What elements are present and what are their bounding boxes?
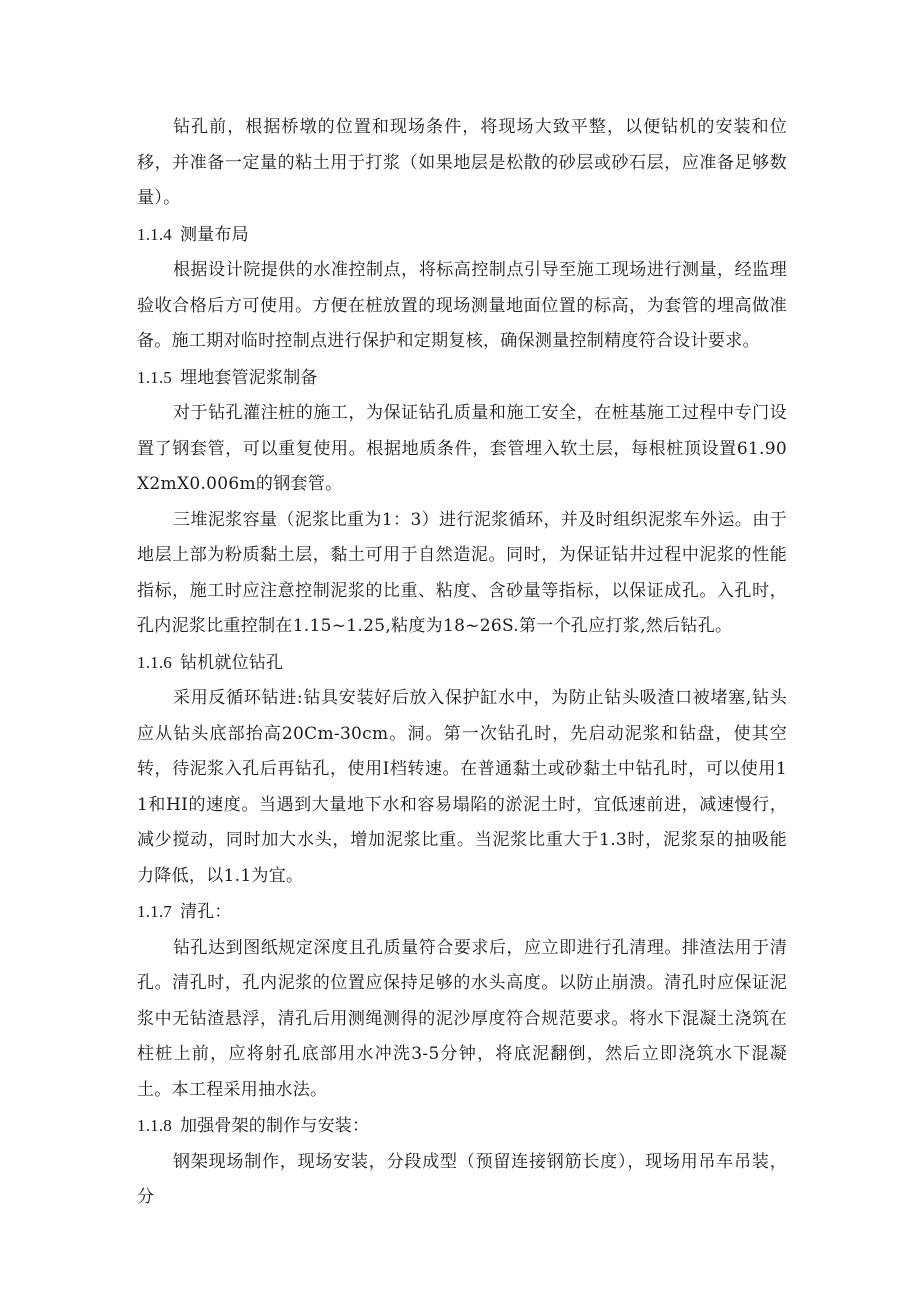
- section-number: 1.1.4: [137, 224, 172, 244]
- section-title: 埋地套管泥浆制备: [180, 367, 318, 388]
- document-page: [137, 110, 787, 1216]
- section-title: 加强骨架的制作与安装：: [180, 1116, 370, 1136]
- paragraph: 钢架现场制作，现场安装，分段成型（预留连接钢筋长度），现场用吊车吊装，分: [137, 1151, 787, 1207]
- paragraph: 三堆泥浆容量（泥浆比重为1：3）进行泥浆循环，并及时组织泥浆车外运。由于地层上部为粉质黏土层，黏土可用于自然造泥。同时，为保证钻井过程中泥浆的性能指标，施工时应注意控制泥浆的比重、粘度、含砂量等指标，以保证成孔。入孔时，孔内泥浆比重控制在1.15~1.25,粘度为18~26S.第一个孔应打浆,然后钻孔。: [137, 509, 787, 636]
- section-heading: [137, 217, 787, 254]
- paragraph: 钻孔前，根据桥墩的位置和现场条件，将现场大致平整，以便钻机的安装和位移，并准备一定量的粘土用于打浆（如果地层是松散的砂层或砂石层，应准备足够数量）。: [137, 117, 787, 208]
- section-heading: [137, 1108, 787, 1145]
- paragraph: 采用反循环钻进:钻具安装好后放入保护缸水中，为防止钻头吸渣口被堵塞,钻头应从钻头底部抬高20Cm-30cm。洞。第一次钻孔时，先启动泥浆和钻盘，使其空转，待泥浆入孔后再钻孔，使用I档转速。在普通黏土或砂黏土中钻孔时，可以使用11和HI的速度。当遇到大量地下水和容易塌陷的淤泥土时，宜低速前进，减速慢行，减少搅动，同时加大水头，增加泥浆比重。当泥浆比重大于1.3时，泥浆泵的抽吸能力降低，以1.1为宜。: [137, 688, 787, 886]
- section-number: 1.1.6: [137, 652, 172, 672]
- section-title: 钻机就位钻孔: [180, 652, 284, 673]
- section-number: 1.1.8: [137, 1116, 172, 1135]
- section-heading: [137, 645, 787, 682]
- section-number: 1.1.7: [137, 902, 172, 921]
- section-title: 测量布局: [180, 224, 249, 245]
- section-heading: [137, 360, 787, 397]
- paragraph: 根据设计院提供的水准控制点，将标高控制点引导至施工现场进行测量，经监理验收合格后方可使用。方便在桩放置的现场测量地面位置的标高，为套管的埋高做准备。施工期对临时控制点进行保护和定期复核，确保测量控制精度符合设计要求。: [137, 260, 787, 351]
- section-heading: [137, 894, 787, 931]
- section-number: 1.1.5: [137, 367, 172, 387]
- paragraph: 钻孔达到图纸规定深度且孔质量符合要求后，应立即进行孔清理。排渣法用于清孔。清孔时，孔内泥浆的位置应保持足够的水头高度。以防止崩溃。清孔时应保证泥浆中无钻渣悬浮，清孔后用测绳测得的泥沙厚度符合规范要求。将水下混凝土浇筑在柱桩上前，应将射孔底部用水冲洗3-5分钟，将底泥翻倒，然后立即浇筑水下混凝土。本工程采用抽水法。: [137, 937, 787, 1100]
- section-title: 清孔：: [180, 902, 232, 922]
- paragraph: 对于钻孔灌注桩的施工，为保证钻孔质量和施工安全，在桩基施工过程中专门设置了钢套管，可以重复使用。根据地质条件，套管埋入软土层，每根桩顶设置61.90X2mX0.006m的钢套管。: [137, 403, 787, 494]
